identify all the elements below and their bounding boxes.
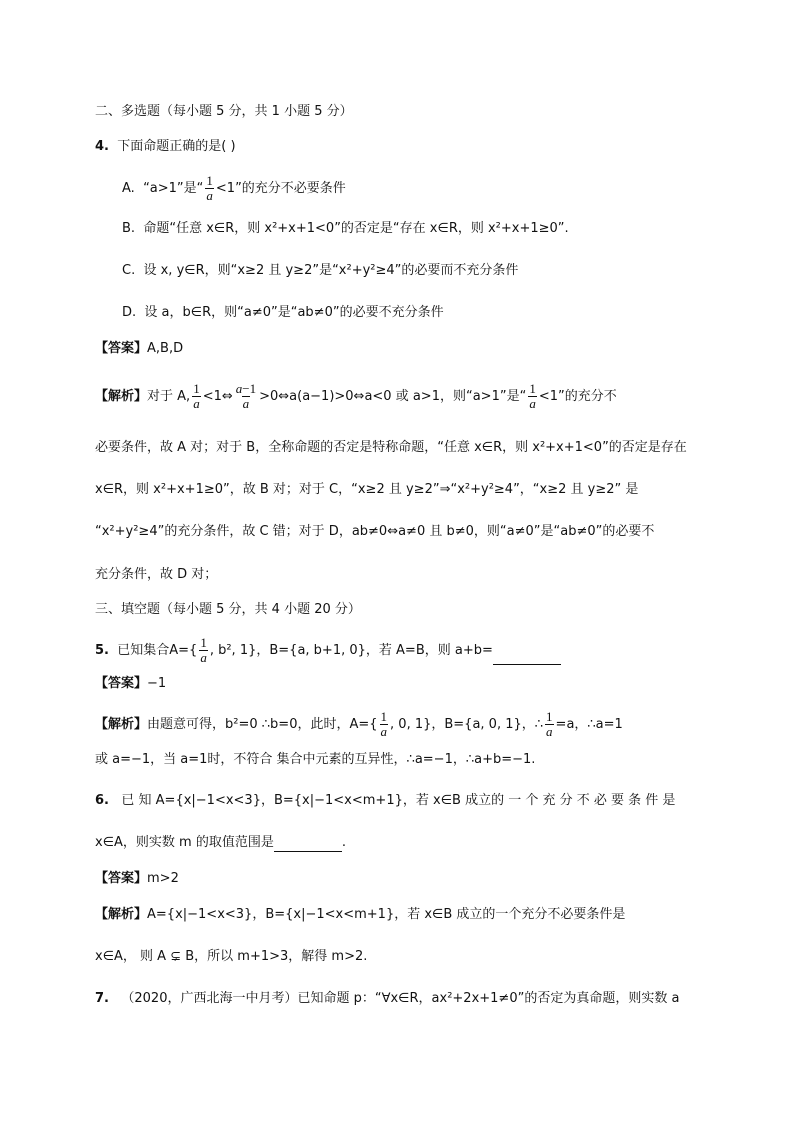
analysis-text: =a，∴a=1: [555, 717, 623, 732]
fraction-1-over-a: $\frac{1}{a}$: [380, 709, 388, 739]
fraction-1-over-a: $\frac{1}{a}$: [206, 173, 213, 203]
analysis-tag: 【解析】: [95, 389, 148, 404]
answer-blank[interactable]: [274, 837, 342, 852]
question-text: , b², 1}，B={a, b+1, 0}，若 A=B，则 a+b=: [209, 643, 493, 658]
option-a: [122, 174, 346, 203]
analysis-text: , 0, 1}，B={a, 0, 1}，∴: [390, 717, 544, 732]
q4-analysis-line-5: 充分条件，故 D 对；: [95, 567, 218, 582]
q6-analysis-line-2: x∈A， 则 A ⊊ B，所以 m+1>3，解得 m>2.: [95, 949, 368, 964]
option-label: D.: [122, 305, 137, 320]
answer-tag: 【答案】: [95, 871, 148, 886]
question-text: （2020，广西北海一中月考）已知命题 p：“∀x∈R，ax²+2x+1≠0”的否定为真命题，则实数 a: [121, 991, 680, 1006]
analysis-text: <1⇔: [202, 389, 233, 404]
option-a-pre: “a>1”是“: [143, 181, 204, 196]
answer-tag: 【答案】: [95, 341, 148, 356]
analysis-text: A={x|−1<x<3}，B={x|−1<x<m+1}，若 x∈B 成立的一个充分不必要条件是: [147, 907, 626, 922]
option-b: [122, 220, 569, 238]
question-7-stem: [95, 990, 679, 1008]
option-label: C.: [122, 263, 136, 278]
option-b-text: 命题“任意 x∈R，则 x²+x+1<0”的否定是“存在 x∈R，则 x²+x+1≥0”.: [143, 221, 569, 236]
fraction-1-over-a: $\frac{1}{a}$: [193, 381, 200, 411]
option-a-post: <1”的充分不必要条件: [215, 181, 346, 196]
q6-answer: [95, 870, 179, 888]
question-6-line-2: [95, 834, 346, 852]
option-label: A.: [122, 181, 135, 196]
question-4-stem: [95, 138, 236, 156]
option-c-text: 设 x, y∈R，则“x≥2 且 y≥2”是“x²+y²≥4”的必要而不充分条件: [143, 263, 519, 278]
analysis-text: 由题意可得，b²=0 ∴b=0，此时，A={: [147, 717, 378, 732]
fraction-1-over-a: $\frac{1}{a}$: [200, 635, 207, 665]
analysis-tag: 【解析】: [95, 717, 148, 732]
fraction-1-over-a: $\frac{1}{a}$: [529, 381, 536, 411]
answer-value: A,B,D: [147, 341, 184, 356]
question-6-line-1: [95, 792, 675, 810]
question-number: 5.: [95, 643, 109, 658]
answer-value: m>2: [147, 871, 179, 886]
question-text: .: [341, 835, 346, 850]
analysis-tag: 【解析】: [95, 907, 148, 922]
analysis-text: 对于 A,: [147, 389, 191, 404]
q4-analysis-line-2: 必要条件，故 A 对；对于 B，全称命题的否定是特称命题，“任意 x∈R，则 x²+x+1<0”的否定是存在: [95, 440, 687, 455]
question-text: 已 知 A={x|−1<x<3}，B={x|−1<x<m+1}，若 x∈B 成立的 一 个 充 分 不 必 要 条 件 是: [121, 793, 676, 808]
question-number: 4.: [95, 139, 109, 154]
question-text: 已知集合: [117, 643, 170, 658]
q5-answer: [95, 675, 166, 693]
question-text: 下面命题正确的是( ): [117, 139, 236, 154]
q5-analysis-line-1: [95, 710, 623, 739]
q4-analysis-line-1: [95, 382, 617, 411]
fraction-1-over-a: $\frac{1}{a}$: [546, 709, 553, 739]
analysis-text: <1”的充分不: [538, 389, 617, 404]
q4-answer: [95, 340, 183, 358]
question-text: x∈A，则实数 m 的取值范围是: [95, 835, 274, 850]
question-number: 6.: [95, 793, 109, 808]
set-a-text: A={: [169, 643, 198, 658]
option-d-text: 设 a，b∈R，则“a≠0”是“ab≠0”的必要不充分条件: [144, 305, 444, 320]
option-label: B.: [122, 221, 136, 236]
option-c: [122, 262, 518, 280]
fraction-a-minus-1-over-a: $\frac{a-1}{a}$: [235, 381, 257, 411]
q6-analysis-line-1: [95, 906, 625, 924]
section3-title: 三、填空题（每小题 5 分，共 4 小题 20 分）: [95, 602, 361, 617]
section2-title: 二、多选题（每小题 5 分，共 1 小题 5 分）: [95, 104, 353, 119]
answer-blank[interactable]: [493, 650, 561, 665]
answer-value: −1: [147, 676, 167, 691]
q4-analysis-line-3: x∈R，则 x²+x+1≥0”，故 B 对；对于 C，“x≥2 且 y≥2”⇒“x²+y²≥4”，“x≥2 且 y≥2” 是: [95, 482, 639, 497]
question-5-stem: [95, 636, 561, 665]
q5-analysis-line-2: 或 a=−1，当 a=1时，不符合 集合中元素的互异性，∴a=−1，∴a+b=−1.: [95, 752, 536, 767]
q4-analysis-line-4: “x²+y²≥4”的充分条件，故 C 错；对于 D，ab≠0⇔a≠0 且 b≠0，则“a≠0”是“ab≠0”的必要不: [95, 524, 655, 539]
analysis-text: >0⇔a(a−1)>0⇔a<0 或 a>1，则“a>1”是“: [259, 389, 527, 404]
question-number: 7.: [95, 991, 109, 1006]
answer-tag: 【答案】: [95, 676, 148, 691]
option-d: [122, 304, 444, 322]
